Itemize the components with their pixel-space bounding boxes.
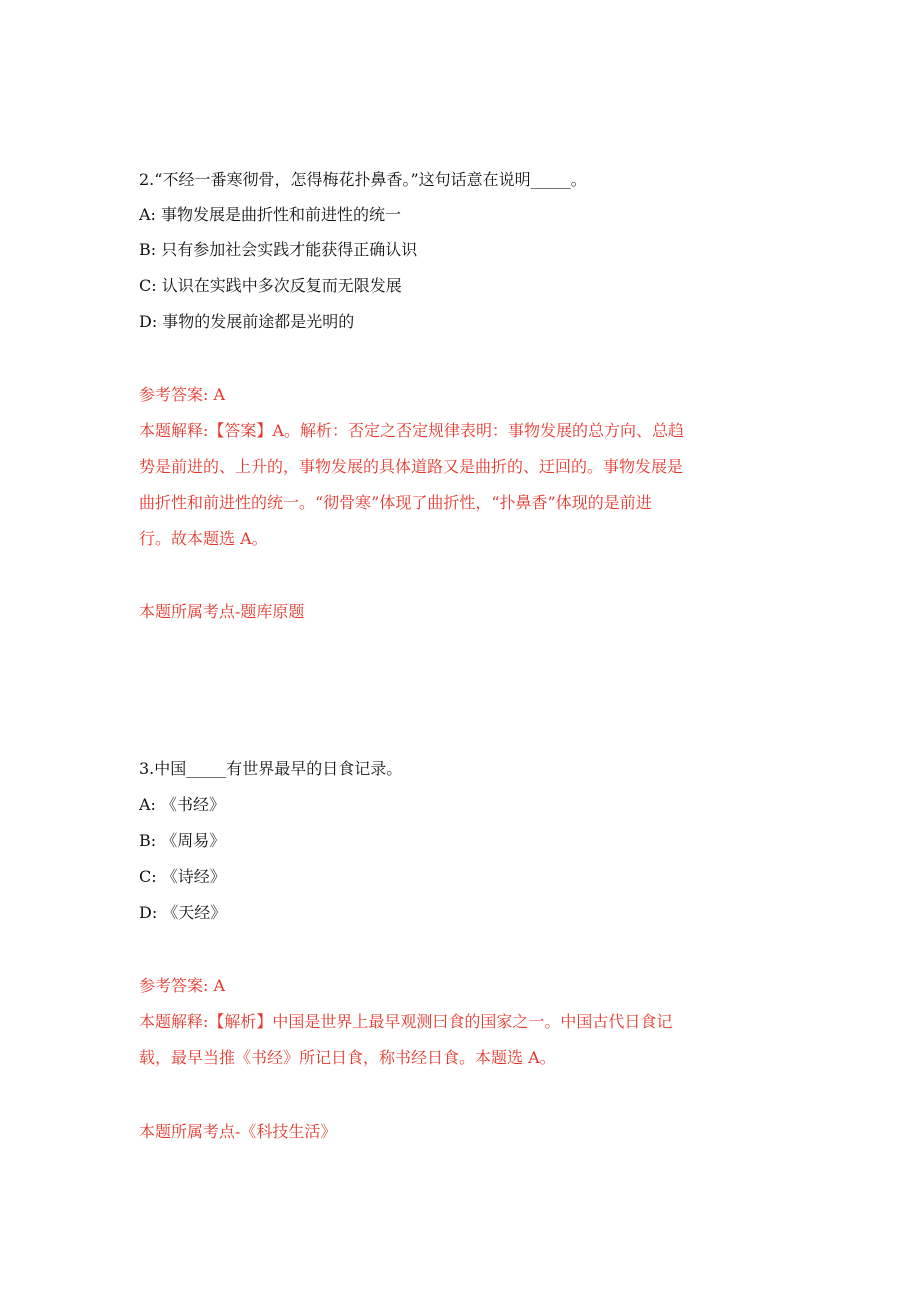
question-3-option-b: B: 《周易》 <box>139 831 226 850</box>
question-2-option-c: C: 认识在实践中多次反复而无限发展 <box>139 276 402 295</box>
question-2-explanation-line-2: 势是前进的、上升的，事物发展的具体道路又是曲折的、迂回的。事物发展是 <box>139 457 684 476</box>
question-3-explanation-line-1: 本题解释:【解析】中国是世界上最早观测曰食的国家之一。中国古代日食记 <box>139 1012 673 1031</box>
question-2-explanation-line-3: 曲折性和前进性的统一。“彻骨寒”体现了曲折性，“扑鼻香”体现的是前进 <box>139 493 652 512</box>
question-3-source: 本题所属考点-《科技生活》 <box>139 1122 337 1141</box>
question-3-answer: 参考答案: A <box>139 976 226 995</box>
question-3-explanation-line-2: 载，最早当推《书经》所记日食，称书经日食。本题选 A。 <box>139 1048 556 1067</box>
question-2-explanation-line-1: 本题解释:【答案】A。解析：否定之否定规律表明：事物发展的总方向、总趋 <box>139 421 684 440</box>
question-2-source: 本题所属考点-题库原题 <box>139 602 305 621</box>
question-3-option-d: D: 《天经》 <box>139 903 227 922</box>
question-2-option-d: D: 事物的发展前途都是光明的 <box>139 312 355 331</box>
question-3-option-c: C: 《诗经》 <box>139 867 226 886</box>
question-2-option-a: A: 事物发展是曲折性和前进性的统一 <box>139 205 402 224</box>
question-2-answer: 参考答案: A <box>139 385 226 404</box>
question-2-option-b: B: 只有参加社会实践才能获得正确认识 <box>139 240 418 259</box>
question-2-text: 2.“不经一番寒彻骨，怎得梅花扑鼻香。”这句话意在说明_____。 <box>139 170 587 189</box>
question-2-explanation-line-4: 行。故本题选 A。 <box>139 529 268 548</box>
question-3-text: 3.中国_____有世界最早的日食记录。 <box>139 759 403 778</box>
question-3-option-a: A: 《书经》 <box>139 795 226 814</box>
